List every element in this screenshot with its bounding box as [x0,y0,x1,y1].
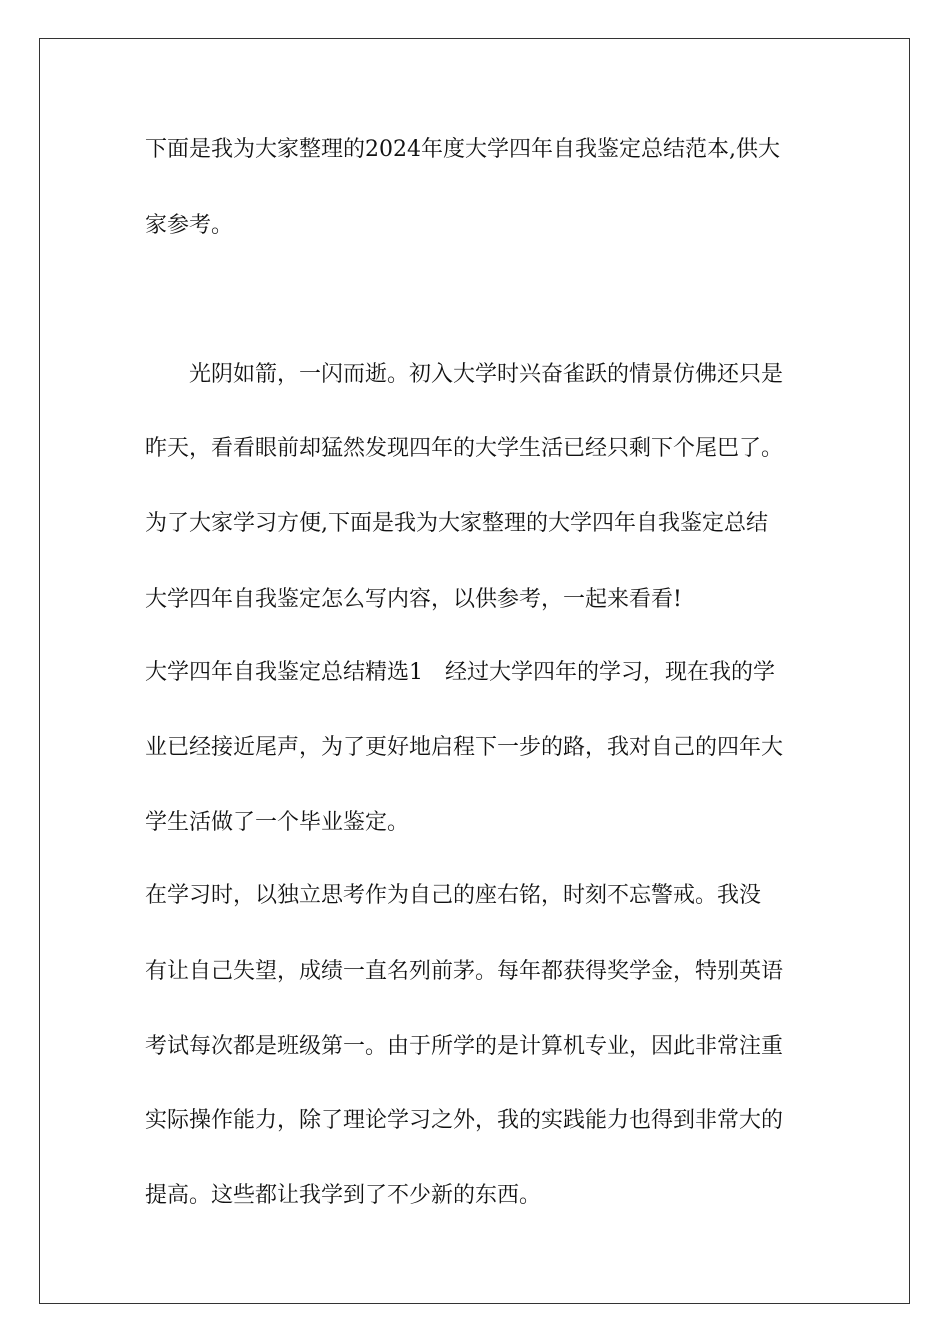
text-line: 大学四年自我鉴定怎么写内容，以供参考，一起来看看! [145,587,682,612]
text-line: 为了大家学习方便,下面是我为大家整理的大学四年自我鉴定总结 [145,511,768,536]
text-line: 提高。这些都让我学到了不少新的东西。 [145,1183,542,1208]
text-line: 业已经接近尾声，为了更好地启程下一步的路，我对自己的四年大 [145,735,784,760]
text-line: 考试每次都是班级第一。由于所学的是计算机专业，因此非常注重 [145,1034,784,1059]
text-line: 有让自己失望，成绩一直名列前茅。每年都获得奖学金，特别英语 [145,959,784,984]
text-line: 在学习时，以独立思考作为自己的座右铭，时刻不忘警戒。我没 [145,883,762,908]
text-line: 学生活做了一个毕业鉴定。 [145,810,410,835]
text-line: 实际操作能力，除了理论学习之外，我的实践能力也得到非常大的 [145,1108,784,1133]
text-line: 下面是我为大家整理的2024年度大学四年自我鉴定总结范本,供大 [145,137,780,162]
text-line: 大学四年自我鉴定总结精选1 经过大学四年的学习，现在我的学 [145,660,775,685]
text-line: 光阴如箭，一闪而逝。初入大学时兴奋雀跃的情景仿佛还只是 [145,362,784,387]
text-line: 家参考。 [145,213,234,238]
text-line: 昨天，看看眼前却猛然发现四年的大学生活已经只剩下个尾巴了。 [145,436,784,461]
